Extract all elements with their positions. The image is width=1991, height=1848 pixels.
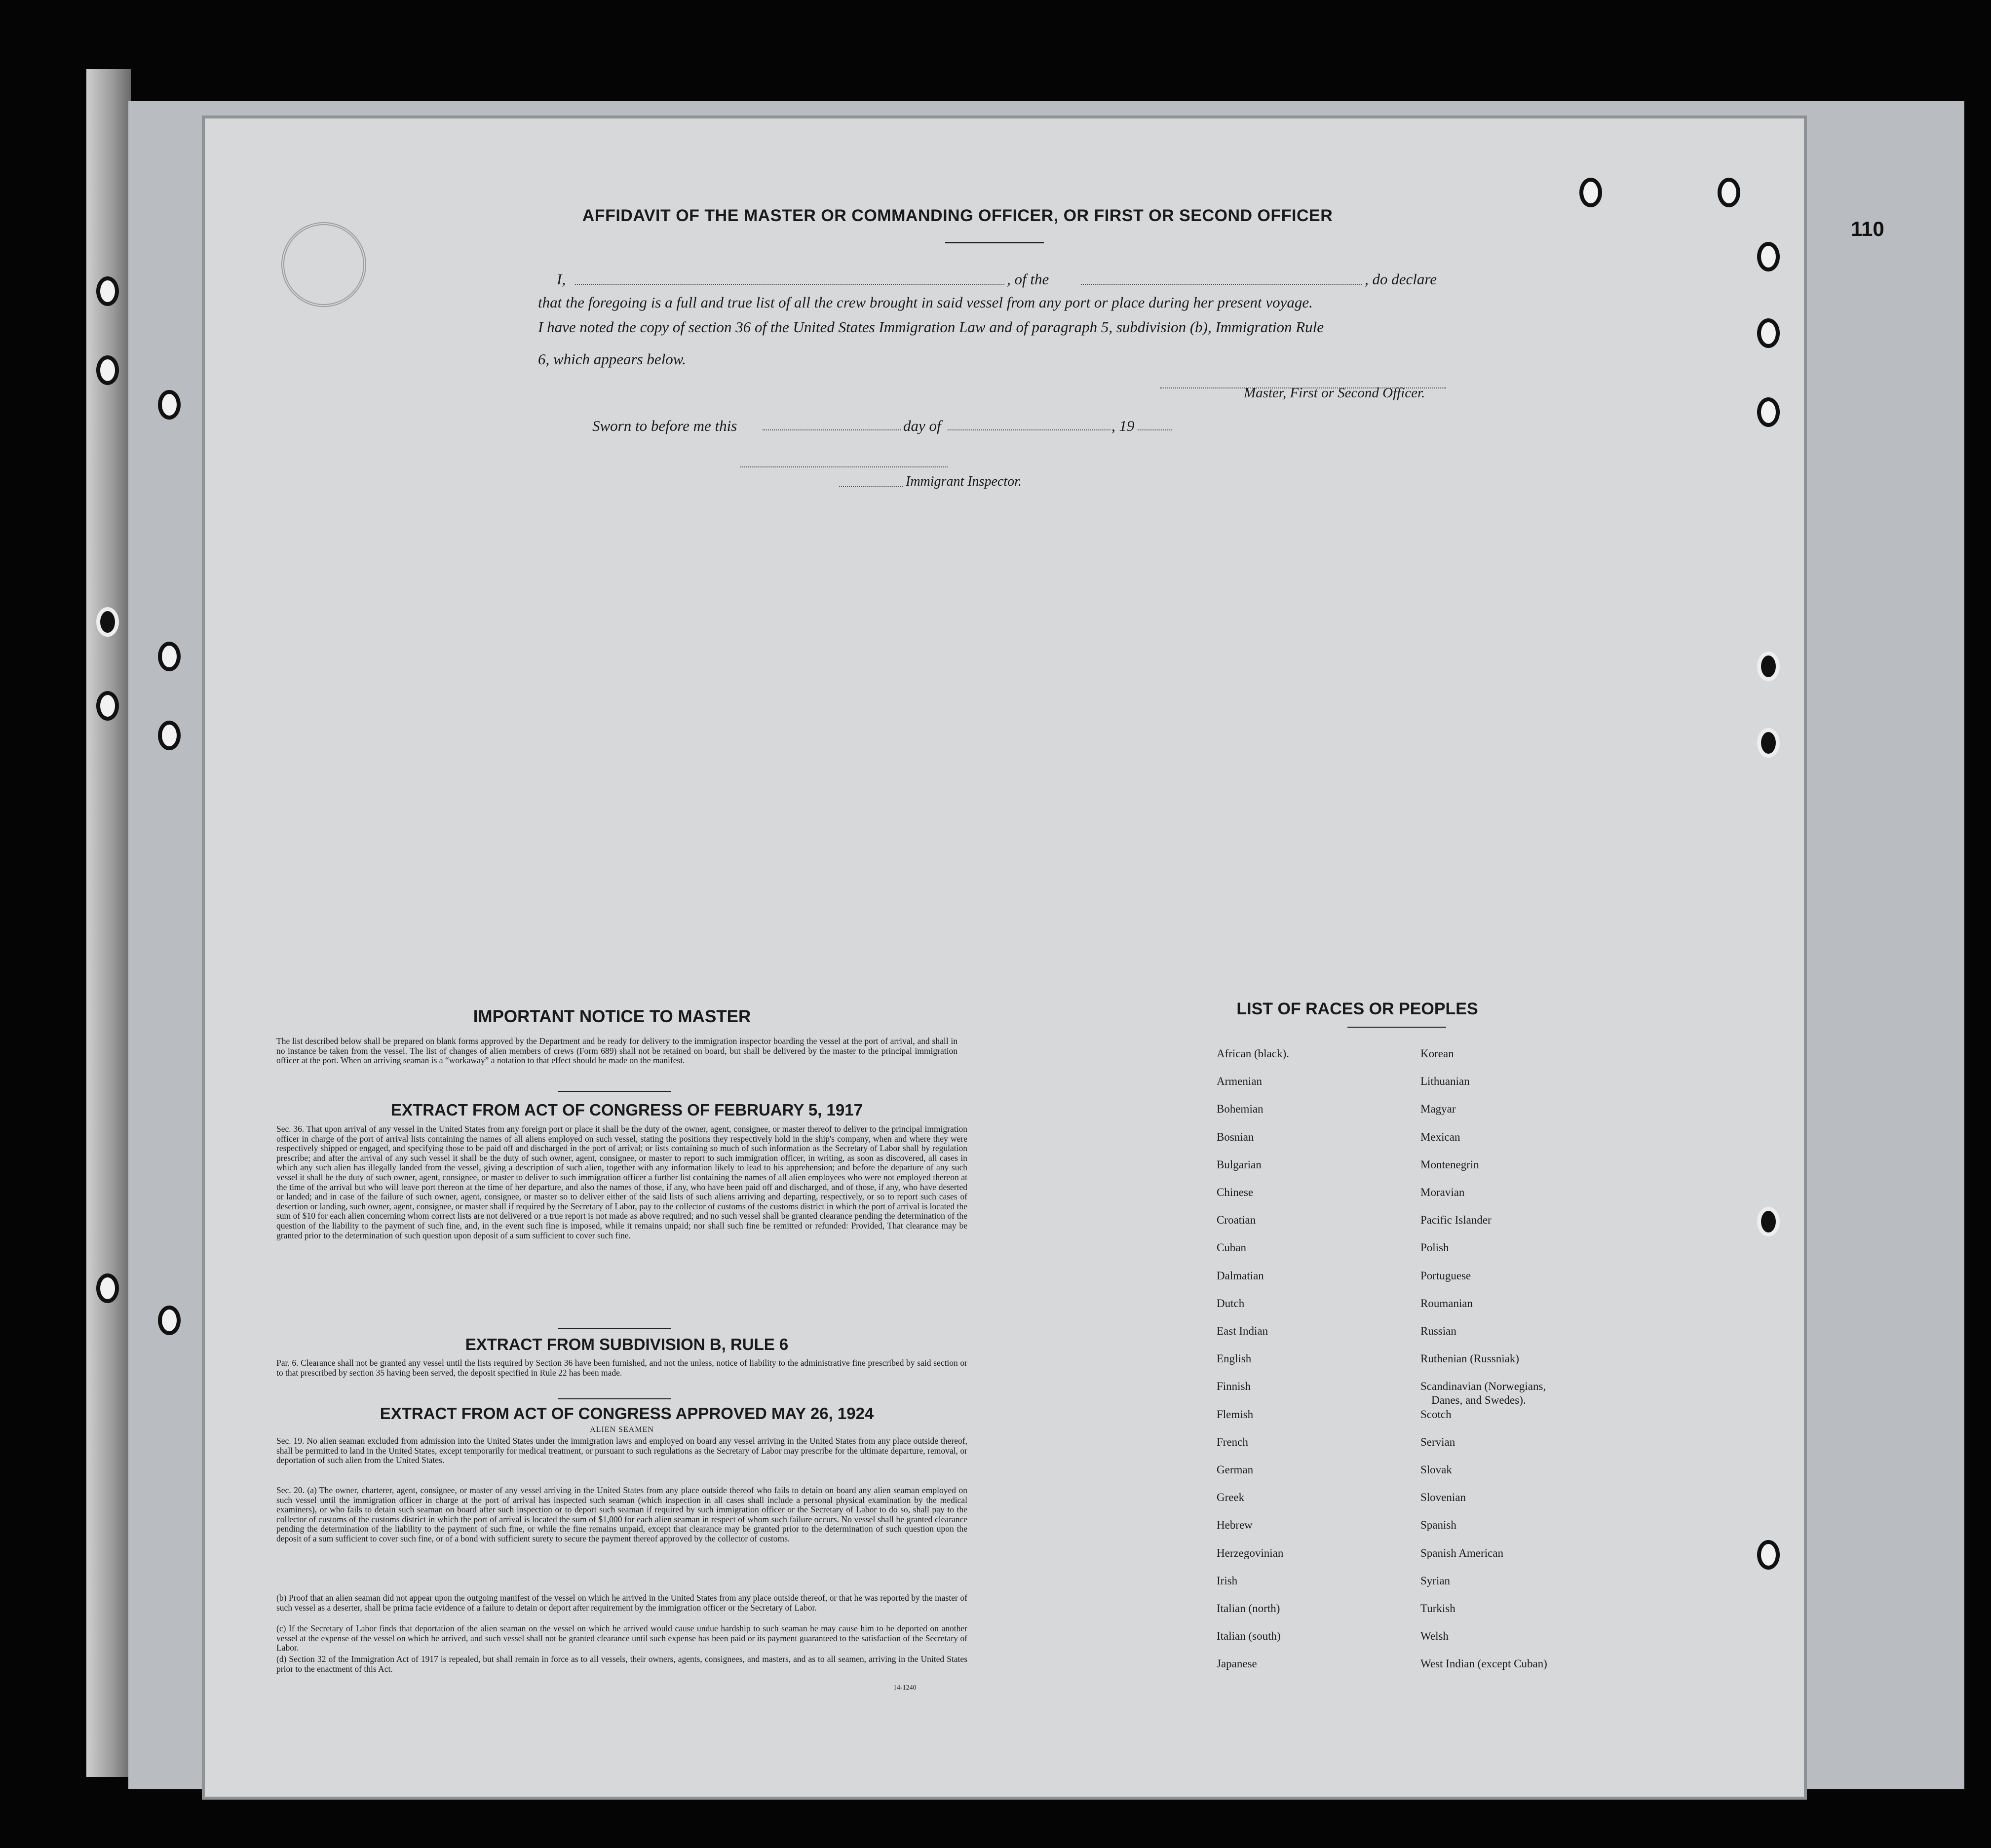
race-item: East Indian [1217,1325,1268,1337]
race-item: Spanish [1420,1519,1456,1532]
race-item: Magyar [1420,1103,1456,1116]
race-item: Roumanian [1420,1297,1473,1309]
extract-1924-title: EXTRACT FROM ACT OF CONGRESS APPROVED MAY 26, 1924 [380,1404,874,1423]
race-item: Dutch [1217,1297,1245,1309]
manifest-sheet [205,118,1804,1797]
punch-hole [1757,1540,1780,1570]
race-item: Finnish [1217,1380,1251,1393]
race-item: West Indian (except Cuban) [1420,1657,1547,1670]
race-item: Portuguese [1420,1269,1471,1282]
race-item: Hebrew [1217,1519,1253,1532]
race-item: English [1217,1352,1252,1365]
race-item: Russian [1420,1325,1456,1337]
punch-hole [158,390,181,420]
punch-hole [96,691,119,721]
race-item: Pacific Islander [1420,1214,1492,1227]
race-item: Ruthenian (Russniak) [1420,1352,1519,1365]
extract-1924-sec20a: Sec. 20. (a) The owner, charterer, agent, consignee, or master of any vessel arriving in the United States from any place outside thereof who fails to detain on board any alien seaman employed on such vessel until the immigration officer in charge at the port of arrival has inspected such seaman (which inspection in all cases shall include a personal physical examination by the medical examiners), or who fails to detain such seaman on board after such inspection or to deport such seaman if required by such immigration officer or the Secretary of Labor to do so, shall pay to the collector of customs of the customs district in which the port of arrival is located the sum of $1,000 for each alien seaman in respect of whom such failure occurs. No vessel shall be granted clearance pending the determination of the liability to the payment of such fine, or while the fine remains unpaid, except that clearance may be granted prior to the determination of such question upon the deposit of a sum sufficient to cover such fine, or of a bond with sufficient surety to secure the payment thereof approved by the collector of customs. [276,1485,967,1543]
affidavit-title: AFFIDAVIT OF THE MASTER OR COMMANDING OFFICER, OR FIRST OR SECOND OFFICER [582,206,1333,225]
extract-1924-sec20d: (d) Section 32 of the Immigration Act of 1917 is repealed, but shall remain in force as to all vessels, their owners, agents, consignees, and masters, and as to all seamen, arriving in the United States prior to the enactment of this Act. [276,1654,967,1674]
inspector-label: Immigrant Inspector. [906,474,1022,489]
official-seal-stamp [281,222,366,307]
extract-1924-sec20c: (c) If the Secretary of Labor finds that deportation of the alien seaman on the vessel on which he arrived would cause undue hardship to such seaman he may cause him to be deported on another vessel at the expense of the vessel on which he arrived, and such vessel shall not be granted clearance until such expense has been paid or its payment guaranteed to the satisfaction of the Secretary of Labor. [276,1623,967,1653]
extract-1924-sec19: Sec. 19. No alien seaman excluded from admission into the United States under the immigration laws and employed on board any vessel arriving in the United States from any place outside thereof, shall be permitted to land in the United States, except temporarily for medical treatment, or pursuant to such regulations as the Secretary of Labor may prescribe for the ultimate departure, removal, or deportation of such alien from the United States. [276,1436,967,1465]
race-item: French [1217,1435,1248,1448]
notice-title: IMPORTANT NOTICE TO MASTER [473,1007,751,1026]
punch-hole [158,1306,181,1335]
inspector-blank-1 [740,466,948,467]
race-item: Polish [1420,1241,1449,1254]
affidavit-of-the: , of the [1007,270,1049,288]
race-item: Mexican [1420,1130,1460,1143]
race-item: Turkish [1420,1602,1455,1615]
punch-hole [1757,1207,1780,1236]
race-item: Irish [1217,1574,1238,1587]
day-blank [763,429,901,430]
race-item: Greek [1217,1491,1245,1504]
punch-hole [96,276,119,306]
race-item: Moravian [1420,1186,1465,1198]
race-item: Bulgarian [1217,1158,1262,1171]
race-item: Scotch [1420,1408,1452,1421]
affidavit-line3: I have noted the copy of section 36 of the United States Immigration Law and of paragraph 5, subdivision (b), Immigration Rule [538,318,1324,336]
form-number: 14-1240 [893,1684,917,1692]
name-blank [575,284,1004,285]
page-number: 110 [1851,217,1884,240]
extract-rule6-text: Par. 6. Clearance shall not be granted any vessel until the lists required by Section 36 have been furnished, and not the unless, notice of liability to the administrative fine prescribed by said section or to that prescribed by section 35 having been served, the deposit specified in Rule 22 has been made. [276,1358,967,1378]
sworn-prefix: Sworn to before me this [592,417,737,434]
extract-rule6-title: EXTRACT FROM SUBDIVISION B, RULE 6 [465,1335,789,1353]
section-rule [558,1328,671,1329]
race-item: Herzegovinian [1217,1546,1284,1559]
race-item: Danes, and Swedes). [1431,1394,1526,1407]
races-rule [1347,1027,1446,1028]
races-title: LIST OF RACES OR PEOPLES [1236,1000,1478,1018]
punch-hole [1579,178,1602,207]
punch-hole [1757,728,1780,758]
section-rule [558,1398,671,1399]
punch-hole [96,1273,119,1303]
race-item: Servian [1420,1435,1455,1448]
race-item: Slovenian [1420,1491,1466,1504]
race-item: Bohemian [1217,1103,1264,1116]
race-item: Flemish [1217,1408,1254,1421]
race-item: Scandinavian (Norwegians, [1420,1380,1546,1393]
punch-hole [158,721,181,750]
race-item: Japanese [1217,1657,1257,1670]
punch-hole [96,607,119,637]
affidavit-line2: that the foregoing is a full and true list of all the crew brought in said vessel from any port or place during her present voyage. [538,294,1313,311]
signature-label: Master, First or Second Officer. [1244,385,1425,401]
race-item: Syrian [1420,1574,1451,1587]
extract-1917-text: Sec. 36. That upon arrival of any vessel in the United States from any foreign port or place it shall be the duty of the owner, agent, consignee, or master thereof to deliver to the principal immigration officer in charge of the port of arrival lists containing the names of all aliens employed on such vessel, stating the positions they respectively hold in the ship's company, when and where they were respectively shipped or engaged, and specifying those to be paid off and discharged in the port of arrival; or lists containing so much of such information as the Secretary of Labor shall by regulation prescribe; and after the arrival of any such vessel it shall be the duty of such owner, agent, consignee, or master to report to such immigration officer, in writing, as soon as discovered, all cases in which any such alien has illegally landed from the vessel, giving a description of such alien, together with any information likely to lead to his apprehension; and before the departure of any such vessel it shall be the duty of such owner, agent, consignee, or master to deliver to such immigration officer a further list containing the names of all alien employees who were not employed thereon at the time of the arrival but who will leave port thereon at the time of her departure, and also the names of those, if any, who have been paid off and discharged, and of those, if any, who have deserted or landed; and in case of the failure of such owner, agent, consignee, or master so to deliver either of the said lists of such aliens arriving and departing, respectively, or so to report such cases of desertion or landing, such owner, agent, consignee, or master shall if required by the Secretary of Labor, pay to the collector of customs of the customs district in which the port of arrival is located the sum of $10 for each alien concerning whom correct lists are not delivered or a true report is not made as above required; and no such vessel shall be granted clearance pending the determination of the question of the liability to the payment of such fine, and, in the event such fine is imposed, while it remains unpaid; nor shall such fine be remitted or refunded: Provided, That clearance may be granted prior to the determination of such question upon deposit of a sum sufficient to cover such fine. [276,1124,967,1240]
race-item: Welsh [1420,1630,1449,1643]
punch-hole [1757,652,1780,681]
binder-strip [86,69,131,1777]
section-rule [558,1091,671,1092]
race-item: Italian (south) [1217,1630,1281,1643]
punch-hole [96,355,119,385]
inspector-blank-2 [839,486,903,487]
vessel-blank [1081,284,1362,285]
race-item: Lithuanian [1420,1075,1470,1088]
race-item: Korean [1420,1047,1454,1060]
punch-hole [1718,178,1740,207]
race-item: Chinese [1217,1186,1254,1198]
race-item: Montenegrin [1420,1158,1479,1171]
extract-1917-title: EXTRACT FROM ACT OF CONGRESS OF FEBRUARY 5, 1917 [391,1101,863,1119]
race-item: Slovak [1420,1463,1452,1476]
race-item: German [1217,1463,1254,1476]
race-item: Croatian [1217,1214,1256,1227]
race-item: Bosnian [1217,1130,1254,1143]
affidavit-declare: , do declare [1365,270,1437,288]
notice-text: The list described below shall be prepared on blank forms approved by the Department and be ready for delivery to the immigration inspector boarding the vessel at the port of arrival, and shall in no instance be taken from the vessel. The list of changes of alien members of crews (Form 689) shall not be retained on board, but shall be delivered by the master to the principal immigration officer at the port. When an arriving seaman is a “workaway” a notation to that effect should be made on the manifest. [276,1036,957,1066]
year-blank [1138,429,1172,430]
affidavit-line4: 6, which appears below. [538,350,686,368]
sworn-day-of: day of [903,417,941,434]
race-item: Spanish American [1420,1546,1503,1559]
race-item: Dalmatian [1217,1269,1264,1282]
punch-hole [1757,397,1780,427]
sworn-year: , 19 [1111,417,1135,434]
affidavit-i: I, [557,270,566,288]
race-item: African (black). [1217,1047,1289,1060]
punch-hole [158,642,181,671]
punch-hole [1757,318,1780,348]
extract-1924-sec20b: (b) Proof that an alien seaman did not appear upon the outgoing manifest of the vessel on which he arrived in the United States from any place outside thereof, or that he was reported by the master of such vessel as a deserter, shall be prima facie evidence of a failure to detain or deport after requirement by the immigration officer or the Secretary of Labor. [276,1593,967,1613]
race-item: Cuban [1217,1241,1247,1254]
extract-1924-subtitle: ALIEN SEAMEN [590,1425,654,1434]
month-blank [948,429,1110,430]
race-item: Armenian [1217,1075,1262,1088]
punch-hole [1757,242,1780,271]
race-item: Italian (north) [1217,1602,1280,1615]
title-rule [945,242,1044,243]
